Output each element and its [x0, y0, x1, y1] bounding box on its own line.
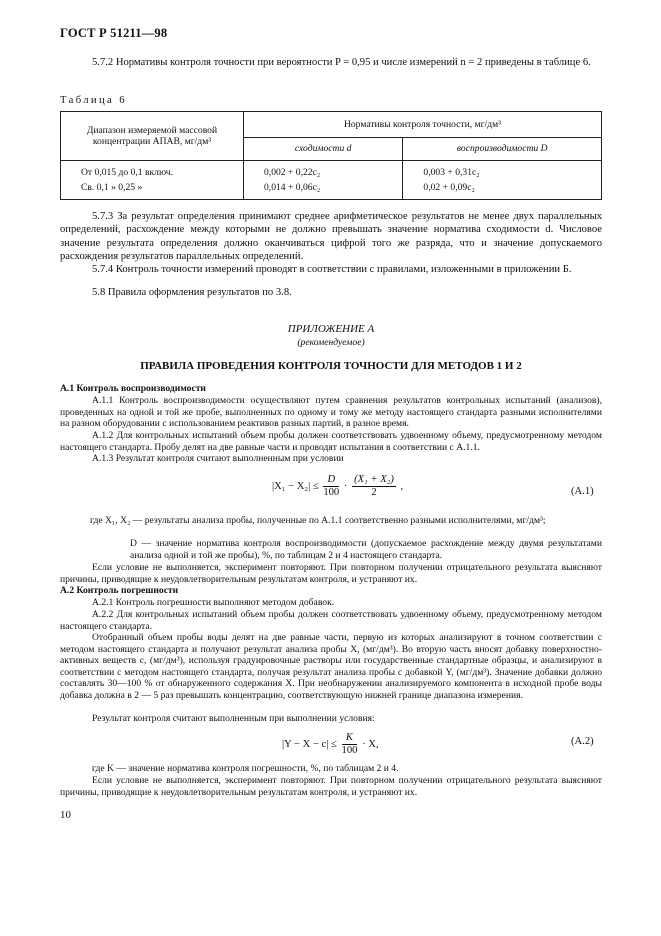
appendix-title: ПРИЛОЖЕНИЕ А: [287, 323, 375, 335]
formula-a1-lhs: |X₁ − X₂| ≤: [272, 480, 319, 492]
fraction-numerator: (X₁ + X₂): [354, 474, 394, 485]
section-a1-title: А.1 Контроль воспроизводимости: [60, 383, 206, 394]
formula-dot: ·: [343, 480, 348, 492]
paragraph-a-2-2: А.2.2 Для контрольных испытаний объем пробы должен соответствовать удвоенному объему, предусмотренному методом настоящего стандарта.: [60, 609, 602, 632]
document-header: ГОСТ Р 51211—98: [60, 26, 168, 40]
where-D: D — значение норматива контроля воспроизводимости (допускаемое расхождение между двумя результатами анализа одной и той же пробы), %, по таблицам 2 и 4 настоящего стандарта.: [130, 538, 602, 561]
formula-a2: [282, 732, 379, 757]
header-norms: Нормативы контроля точности, мг/дм³: [244, 112, 602, 138]
paragraph-a-1-3: А.1.3 Результат контроля считают выполненным при условии: [92, 453, 344, 464]
formula-a1: [272, 474, 403, 499]
header-d: сходимости d: [244, 137, 403, 160]
cell-d: 0,014 + 0,06c₂: [244, 180, 403, 200]
paragraph-a-1-2: А.1.2 Для контрольных испытаний объем пробы должен соответствовать удвоенному объему, предусмотренному методом настоящего стандарта. Пробу делят на две равные части и проводят испытания в соответствии с А.1.1.: [60, 430, 602, 453]
paragraph-5-7-3: 5.7.3 За результат определения принимают среднее арифметическое результатов не менее двух параллельных определений, расхождение между которыми не должно превышать значение норматива сходимости d. Числовое значение результата определения должно оканчиваться цифрой того же разряда, что и значение допускаемого расхождения результатов параллельных определений.: [60, 211, 602, 263]
where-K: где K — значение норматива контроля погрешности, %, по таблицам 2 и 4.: [92, 763, 399, 774]
cell-D: 0,02 + 0,09c₂: [403, 180, 602, 200]
fraction-numerator: K: [342, 732, 358, 745]
cell-D: 0,003 + 0,31c₂: [403, 161, 602, 181]
paragraph-a2-procedure: Отобранный объем пробы воды делят на две равные части, первую из которых анализируют в точном соответствии с методом настоящего стандарта и получают результат анализа пробы X, (мг/дм³). Во вторую часть вносят добавку поверхностно-активных веществ c, (мг/дм³), используя градуировочные растворы или государственные стандартные образцы, и анализируют в соответствии с методом настоящего стандарта, получая результат анализа пробы с добавкой Y, (мг/дм³). Значение добавки должно составлять 30—100 % от обнаруженного содержания X. При необнаружении анализируемого компонента в исходной пробе воды добавка должна в 2 — 5 раз превышать концентрацию, соответствующую нижней границе диапазона измерения.: [60, 632, 602, 701]
cell-d: 0,002 + 0,22c₂: [244, 161, 403, 181]
appendix-heading: ПРАВИЛА ПРОВЕДЕНИЯ КОНТРОЛЯ ТОЧНОСТИ ДЛЯ МЕТОДОВ 1 И 2: [140, 360, 522, 372]
fraction-numerator: D: [323, 474, 339, 487]
page-number: 10: [60, 809, 71, 821]
table-row: [61, 161, 602, 181]
paragraph-5-7-2: 5.7.2 Нормативы контроля точности при вероятности P = 0,95 и числе измерений n = 2 приведены в таблице 6.: [92, 57, 591, 68]
fraction-k-100: [342, 732, 358, 757]
header-D: воспроизводимости D: [403, 137, 602, 160]
cell-range: Св. 0,1 » 0,25 »: [61, 180, 244, 200]
appendix-subtitle: (рекомендуемое): [297, 337, 365, 348]
fraction-d-100: [323, 474, 339, 499]
paragraph-5-7-4: 5.7.4 Контроль точности измерений проводят в соответствии с правилами, изложенными в приложении Б.: [92, 264, 572, 275]
table-6: [60, 111, 602, 200]
formula-a2-lhs: |Y − X − c| ≤: [282, 738, 337, 750]
fraction-mean: [352, 474, 396, 499]
fraction-denominator: 100: [341, 745, 358, 756]
paragraph-a2-fail: Если условие не выполняется, эксперимент повторяют. При повторном получении отрицательного результата выясняют причины, приводящие к неудовлетворительным результатам контроля, и устраняют их.: [60, 775, 602, 798]
table-header-row: [61, 112, 602, 138]
formula-tail: ,: [400, 480, 404, 492]
formula-tail: · X,: [362, 738, 379, 750]
paragraph-a-1-1: А.1.1 Контроль воспроизводимости осуществляют путем сравнения результатов контрольных испытаний (анализов), проведенных на одной и той же пробе, выполненных по одному и тому же методу настоящего стандарта разными исполнителями на разном оборудовании с использованием реактивов разных партий, в разное время.: [60, 395, 602, 430]
paragraph-a1-fail: Если условие не выполняется, эксперимент повторяют. При повторном получении отрицательного результата выясняют причины, приводящие к неудовлетворительным результатам контроля, и устраняют их.: [60, 562, 602, 585]
where-x1-x2: где X₁, X₂ — результаты анализа пробы, полученные по А.1.1 соответственно разными исполнителями, мг/дм³;: [90, 515, 546, 526]
fraction-denominator: 2: [371, 487, 377, 498]
formula-a2-label: (А.2): [571, 736, 594, 747]
paragraph-5-8: 5.8 Правила оформления результатов по 3.8.: [92, 287, 292, 298]
formula-a1-label: (А.1): [571, 486, 594, 497]
section-a2-title: А.2 Контроль погрешности: [60, 585, 179, 596]
table-caption: Таблица 6: [60, 95, 127, 106]
cell-range: От 0,015 до 0,1 включ.: [61, 161, 244, 181]
header-range: Диапазон измеряемой массовой концентрации АПАВ, мг/дм³: [61, 112, 244, 161]
paragraph-a-2-1: А.2.1 Контроль погрешности выполняют методом добавок.: [92, 597, 335, 608]
fraction-denominator: 100: [323, 487, 340, 498]
paragraph-a2-condition: Результат контроля считают выполненным при выполнении условия:: [92, 713, 375, 724]
table-row: [61, 180, 602, 200]
